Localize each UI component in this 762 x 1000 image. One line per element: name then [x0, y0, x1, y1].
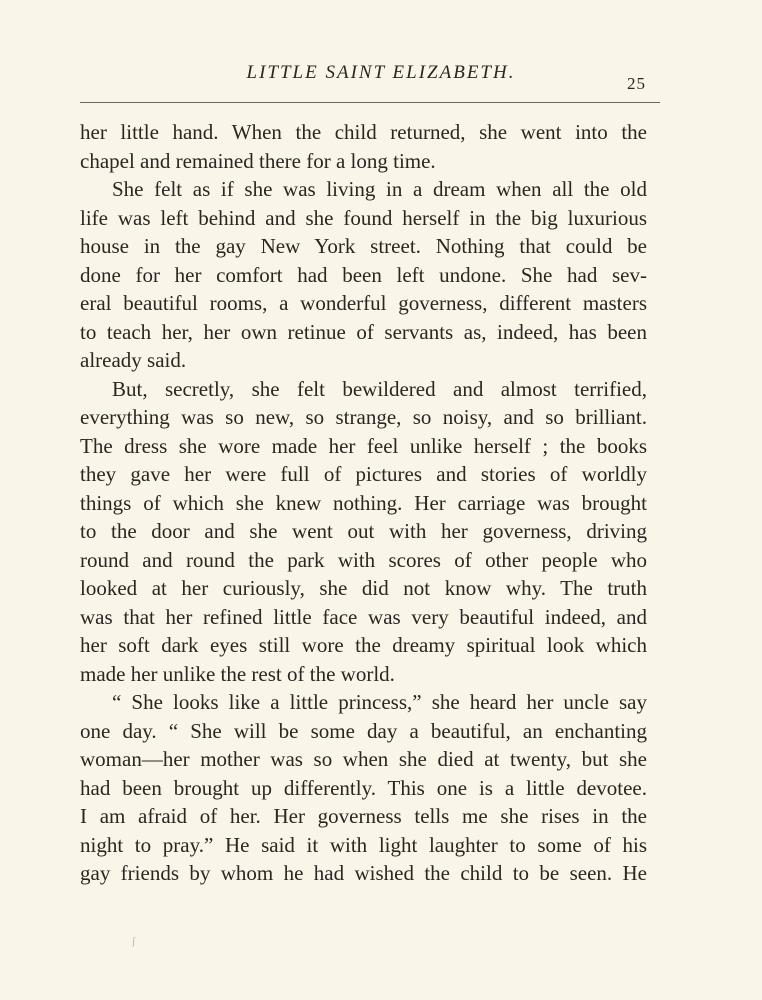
text-line: gay friends by whom he had wished the child to be seen. He	[80, 861, 647, 885]
body-text	[80, 118, 647, 888]
text-line: her little hand. When the child returned, she went into the	[80, 120, 647, 144]
text-line: house in the gay New York street. Nothing that could be	[80, 234, 647, 258]
ink-speck: ʃ	[132, 936, 136, 947]
text-line: her soft dark eyes still wore the dreamy spiritual look which	[80, 633, 647, 657]
text-line: She felt as if she was living in a dream when all the old	[112, 177, 647, 201]
text-line: But, secretly, she felt bewildered and almost terrified,	[112, 376, 647, 401]
text-line: done for her comfort had been left undone. She had sev-	[80, 262, 647, 287]
text-line: everything was so new, so strange, so noisy, and so brilliant.	[80, 405, 647, 429]
text-line: I am afraid of her. Her governess tells me she rises in the	[80, 804, 647, 828]
text-line: life was left behind and she found herself in the big luxurious	[80, 205, 647, 230]
text-line: things of which she knew nothing. Her carriage was brought	[80, 490, 647, 515]
text-line: to teach her, her own retinue of servants as, indeed, has been	[80, 319, 647, 344]
text-line: round and round the park with scores of other people who	[80, 547, 647, 572]
text-line: one day. “ She will be some day a beautiful, an enchanting	[80, 718, 647, 743]
text-line: chapel and remained there for a long time.	[80, 148, 436, 173]
text-line: had been brought up differently. This one is a little devotee.	[80, 775, 647, 800]
text-line: made her unlike the rest of the world.	[80, 661, 395, 686]
text-line: to the door and she went out with her governess, driving	[80, 519, 647, 543]
text-line: eral beautiful rooms, a wonderful governess, different masters	[80, 291, 647, 315]
text-line: The dress she wore made her feel unlike herself ; the books	[80, 433, 647, 458]
text-line: woman—her mother was so when she died at twenty, but she	[80, 747, 647, 771]
text-line: night to pray.” He said it with light laughter to some of his	[80, 832, 647, 857]
running-title: LITTLE SAINT ELIZABETH.	[246, 62, 516, 83]
text-line: was that her refined little face was very beautiful indeed, and	[80, 604, 647, 629]
text-line: looked at her curiously, she did not know why. The truth	[80, 576, 647, 600]
header-rule	[80, 102, 660, 103]
page-number: 25	[627, 74, 646, 93]
text-line: already said.	[80, 348, 187, 372]
text-line: “ She looks like a little princess,” she heard her uncle say	[112, 690, 647, 714]
text-line: they gave her were full of pictures and stories of worldly	[80, 462, 647, 486]
